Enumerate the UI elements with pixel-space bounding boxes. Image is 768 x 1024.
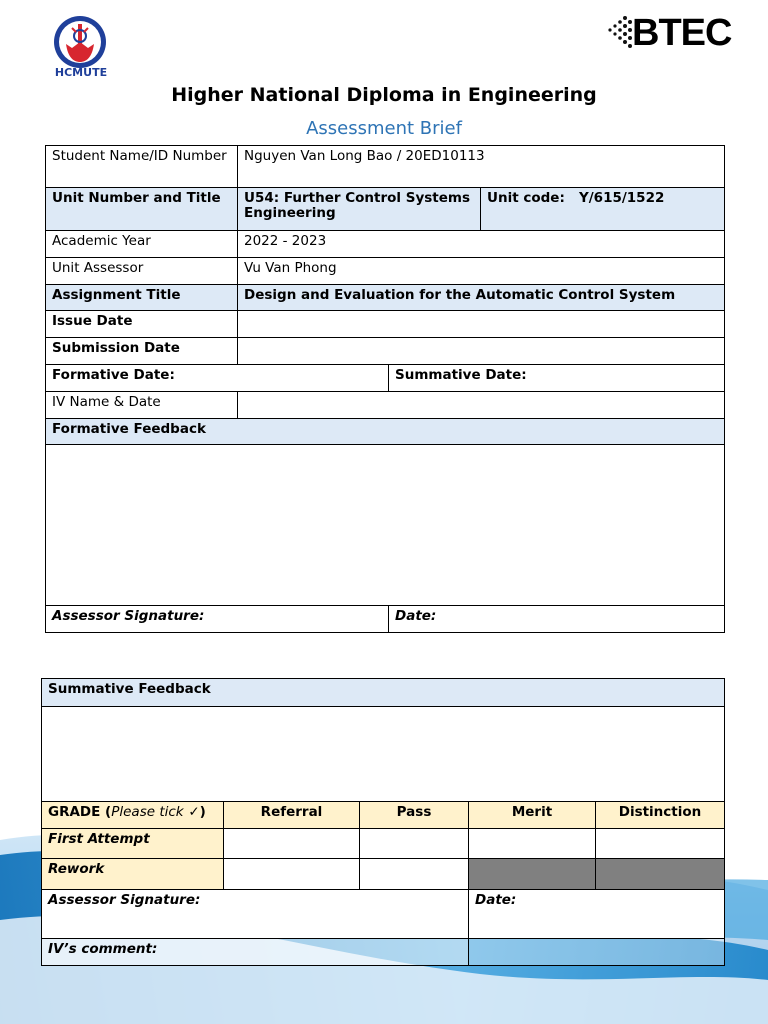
document-subtitle: Assessment Brief: [306, 118, 462, 139]
grade-header-row: [42, 802, 725, 829]
rework-referral-cell[interactable]: [224, 859, 360, 890]
summative-header-row: [42, 679, 725, 707]
rework-label: Rework: [42, 859, 224, 890]
formative-feedback-row: [46, 445, 725, 606]
year-label: Academic Year: [46, 231, 238, 258]
grade-distinction: Distinction: [596, 802, 725, 829]
iv-comment-row: [42, 939, 725, 966]
grade-referral: Referral: [224, 802, 360, 829]
assessor-signature-field[interactable]: Assessor Signature:: [46, 606, 389, 633]
unit-row: [46, 188, 725, 231]
formative-date-field[interactable]: Formative Date:: [46, 365, 389, 392]
issue-date-label: Issue Date: [46, 311, 238, 338]
submission-date-row: [46, 338, 725, 365]
first-attempt-pass-cell[interactable]: [360, 829, 469, 859]
student-label: Student Name/ID Number: [46, 146, 238, 188]
assignment-value[interactable]: Design and Evaluation for the Automatic Control System: [238, 285, 725, 311]
year-row: [46, 231, 725, 258]
first-attempt-distinction-cell[interactable]: [596, 829, 725, 859]
assessor-label: Unit Assessor: [46, 258, 238, 285]
rework-distinction-cell-disabled: [596, 859, 725, 890]
unit-label: Unit Number and Title: [46, 188, 238, 231]
formative-feedback-header-row: [46, 419, 725, 445]
summative-feedback-field[interactable]: [42, 707, 725, 802]
grade-label: [42, 802, 224, 829]
signature-row: [46, 606, 725, 633]
grade-pass: Pass: [360, 802, 469, 829]
iv-label: IV Name & Date: [46, 392, 238, 419]
document-title: Higher National Diploma in Engineering: [171, 84, 597, 106]
submission-date-label: Submission Date: [46, 338, 238, 365]
grade-tick: ✓): [183, 804, 206, 820]
rework-row: [42, 859, 725, 890]
grade-label-text: GRADE (: [48, 804, 112, 820]
rework-merit-cell-disabled: [469, 859, 596, 890]
unit-code[interactable]: [481, 188, 725, 231]
summative-feedback-label: Summative Feedback: [42, 679, 725, 707]
first-attempt-referral-cell[interactable]: [224, 829, 360, 859]
iv-comment-field[interactable]: IV’s comment:: [42, 939, 469, 966]
unit-value[interactable]: U54: Further Control Systems Engineering: [238, 188, 481, 231]
year-value[interactable]: 2022 - 2023: [238, 231, 725, 258]
btec-wordmark: BTEC: [632, 12, 732, 54]
first-attempt-row: [42, 829, 725, 859]
assignment-label: Assignment Title: [46, 285, 238, 311]
assignment-row: [46, 285, 725, 311]
submission-date-field[interactable]: [238, 338, 725, 365]
assessment-brief-table: [45, 145, 725, 633]
iv-row: [46, 392, 725, 419]
assessor-value[interactable]: Vu Van Phong: [238, 258, 725, 285]
formative-summative-row: [46, 365, 725, 392]
summative-feedback-row: [42, 707, 725, 802]
summative-date-field[interactable]: Summative Date:: [389, 365, 725, 392]
summative-signature-row: [42, 890, 725, 939]
summative-date-field[interactable]: Date:: [469, 890, 725, 939]
summative-feedback-table: [41, 678, 725, 966]
grade-hint: Please tick: [111, 804, 184, 820]
unit-code-label: Unit code:: [487, 190, 565, 206]
iv-comment-extra-cell[interactable]: [469, 939, 725, 966]
formative-feedback-field[interactable]: [46, 445, 725, 606]
summative-assessor-signature-field[interactable]: Assessor Signature:: [42, 890, 469, 939]
issue-date-row: [46, 311, 725, 338]
rework-pass-cell[interactable]: [360, 859, 469, 890]
grade-merit: Merit: [469, 802, 596, 829]
unit-code-value: Y/615/1522: [578, 190, 665, 206]
formative-feedback-label: Formative Feedback: [46, 419, 725, 445]
assessor-row: [46, 258, 725, 285]
student-row: [46, 146, 725, 188]
signature-date-field[interactable]: Date:: [389, 606, 725, 633]
hcmute-label: HCMUTE: [54, 66, 108, 79]
iv-field[interactable]: [238, 392, 725, 419]
first-attempt-label: First Attempt: [42, 829, 224, 859]
issue-date-field[interactable]: [238, 311, 725, 338]
first-attempt-merit-cell[interactable]: [469, 829, 596, 859]
student-value[interactable]: Nguyen Van Long Bao / 20ED10113: [238, 146, 725, 188]
